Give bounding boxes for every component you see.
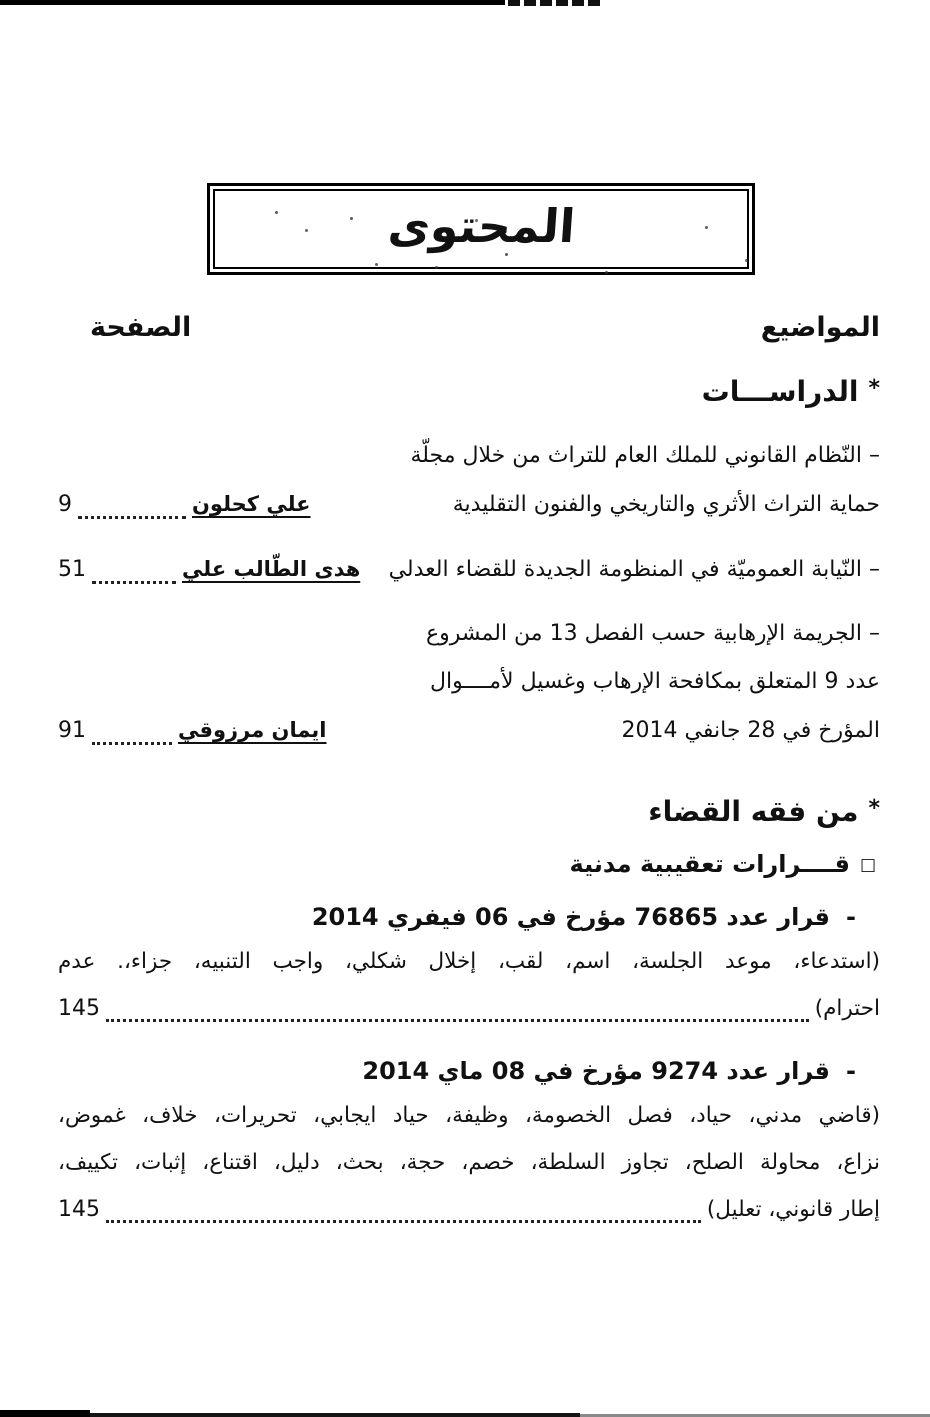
- decision-title: [58, 1050, 880, 1092]
- jurisprudence-heading-label: من فقه القضاء: [648, 795, 859, 828]
- page-title: المحتوى: [385, 199, 577, 253]
- decision-title-label: قرار عدد 76865 مؤرخ في 06 فيفري 2014: [311, 903, 831, 931]
- entry-title-line: عدد 9 المتعلق بمكافحة الإرهاب وغسيل لأمــــوال: [430, 669, 880, 694]
- toc-entry: [58, 432, 880, 529]
- dot-leader: [106, 1220, 701, 1223]
- dot-leader: [92, 581, 176, 584]
- scan-edge-bottom: [0, 1410, 930, 1417]
- entry-title-row: [58, 480, 880, 529]
- entry-title-row: [58, 706, 880, 755]
- page-column-label: الصفحة: [90, 312, 192, 343]
- title-box: [207, 183, 755, 275]
- page-number: 9: [58, 492, 72, 517]
- square-bullet-icon: □: [859, 855, 876, 875]
- toc-entry: [58, 545, 880, 594]
- dot-leader: [106, 1019, 809, 1022]
- scan-noise: [275, 211, 278, 214]
- scan-edge-bottom-mid: [90, 1413, 580, 1417]
- keywords-line: نزاع، محاولة الصلح، تجاوز السلطة، خصم، حجة، بحث، دليل، اقتناع، إثبات، تكييف،: [58, 1150, 880, 1175]
- entry-title-line: المؤرخ في 28 جانفي 2014: [621, 718, 880, 743]
- scan-edge-bottom-left: [0, 1410, 90, 1417]
- title-box-inner: [213, 189, 749, 269]
- author-name: ايمان مرزوقي: [178, 718, 327, 742]
- scan-edge-top-solid: [0, 0, 505, 5]
- entry-title-line: – النّظام القانوني للملك العام للتراث من خلال مجلّة: [410, 443, 880, 468]
- jurisprudence-section-heading: [58, 795, 880, 828]
- entry-reference: [58, 706, 327, 755]
- dash-icon: -: [846, 1057, 856, 1085]
- author-name: هدى الطّالب علي: [182, 557, 361, 581]
- scan-edge-top: [0, 0, 600, 6]
- decision-title: [58, 896, 880, 938]
- page-number: 91: [58, 718, 86, 743]
- entry-reference: [58, 545, 360, 594]
- studies-entries: [58, 432, 880, 755]
- entry-title-line: – الجريمة الإرهابية حسب الفصل 13 من المشروع: [426, 621, 880, 646]
- dash-icon: -: [846, 903, 856, 931]
- keywords-end-row: [58, 1186, 880, 1233]
- entry-title-row: [58, 545, 880, 594]
- page-number: 145: [58, 1197, 100, 1222]
- keywords-tail: احترام): [814, 996, 880, 1021]
- studies-heading-label: الدراســـات: [701, 375, 859, 408]
- author-name: علي كحلون: [192, 492, 311, 516]
- keywords-end-row: [58, 985, 880, 1032]
- entry-reference: [58, 480, 310, 529]
- keywords-line: (استدعاء، موعد الجلسة، اسم، لقب، إخلال شكلي، واجب التنبيه، جزاء،. عدم: [58, 949, 880, 974]
- subsection-heading: [58, 850, 880, 878]
- star-bullet-icon: *: [868, 376, 880, 401]
- keywords-tail: إطار قانوني، تعليل): [706, 1197, 880, 1222]
- toc-content: [0, 312, 930, 1233]
- studies-section-heading: [58, 375, 880, 408]
- page-number: 51: [58, 557, 86, 582]
- columns-header: [58, 312, 880, 343]
- keywords-line: (قاضي مدني، حياد، فصل الخصومة، وظيفة، حياد ايجابي، تحريرات، خلاف، غموض،: [58, 1103, 880, 1128]
- dot-leader: [78, 516, 186, 519]
- decision-title-label: قرار عدد 9274 مؤرخ في 08 ماي 2014: [362, 1057, 831, 1085]
- entry-title-line: حماية التراث الأثري والتاريخي والفنون التقليدية: [452, 492, 880, 517]
- page-number: 145: [58, 996, 100, 1021]
- subsection-heading-label: قــــرارات تعقيبية مدنية: [569, 850, 850, 878]
- star-bullet-icon: *: [868, 796, 880, 821]
- dot-leader: [92, 742, 172, 745]
- keywords-paragraph: [58, 938, 880, 1032]
- toc-entry: [58, 610, 880, 755]
- keywords-paragraph: [58, 1092, 880, 1233]
- entry-title-line: – النّيابة العموميّة في المنظومة الجديدة للقضاء العدلي: [388, 557, 880, 582]
- scan-edge-top-dashed: [508, 0, 600, 6]
- topics-column-label: المواضيع: [760, 312, 880, 343]
